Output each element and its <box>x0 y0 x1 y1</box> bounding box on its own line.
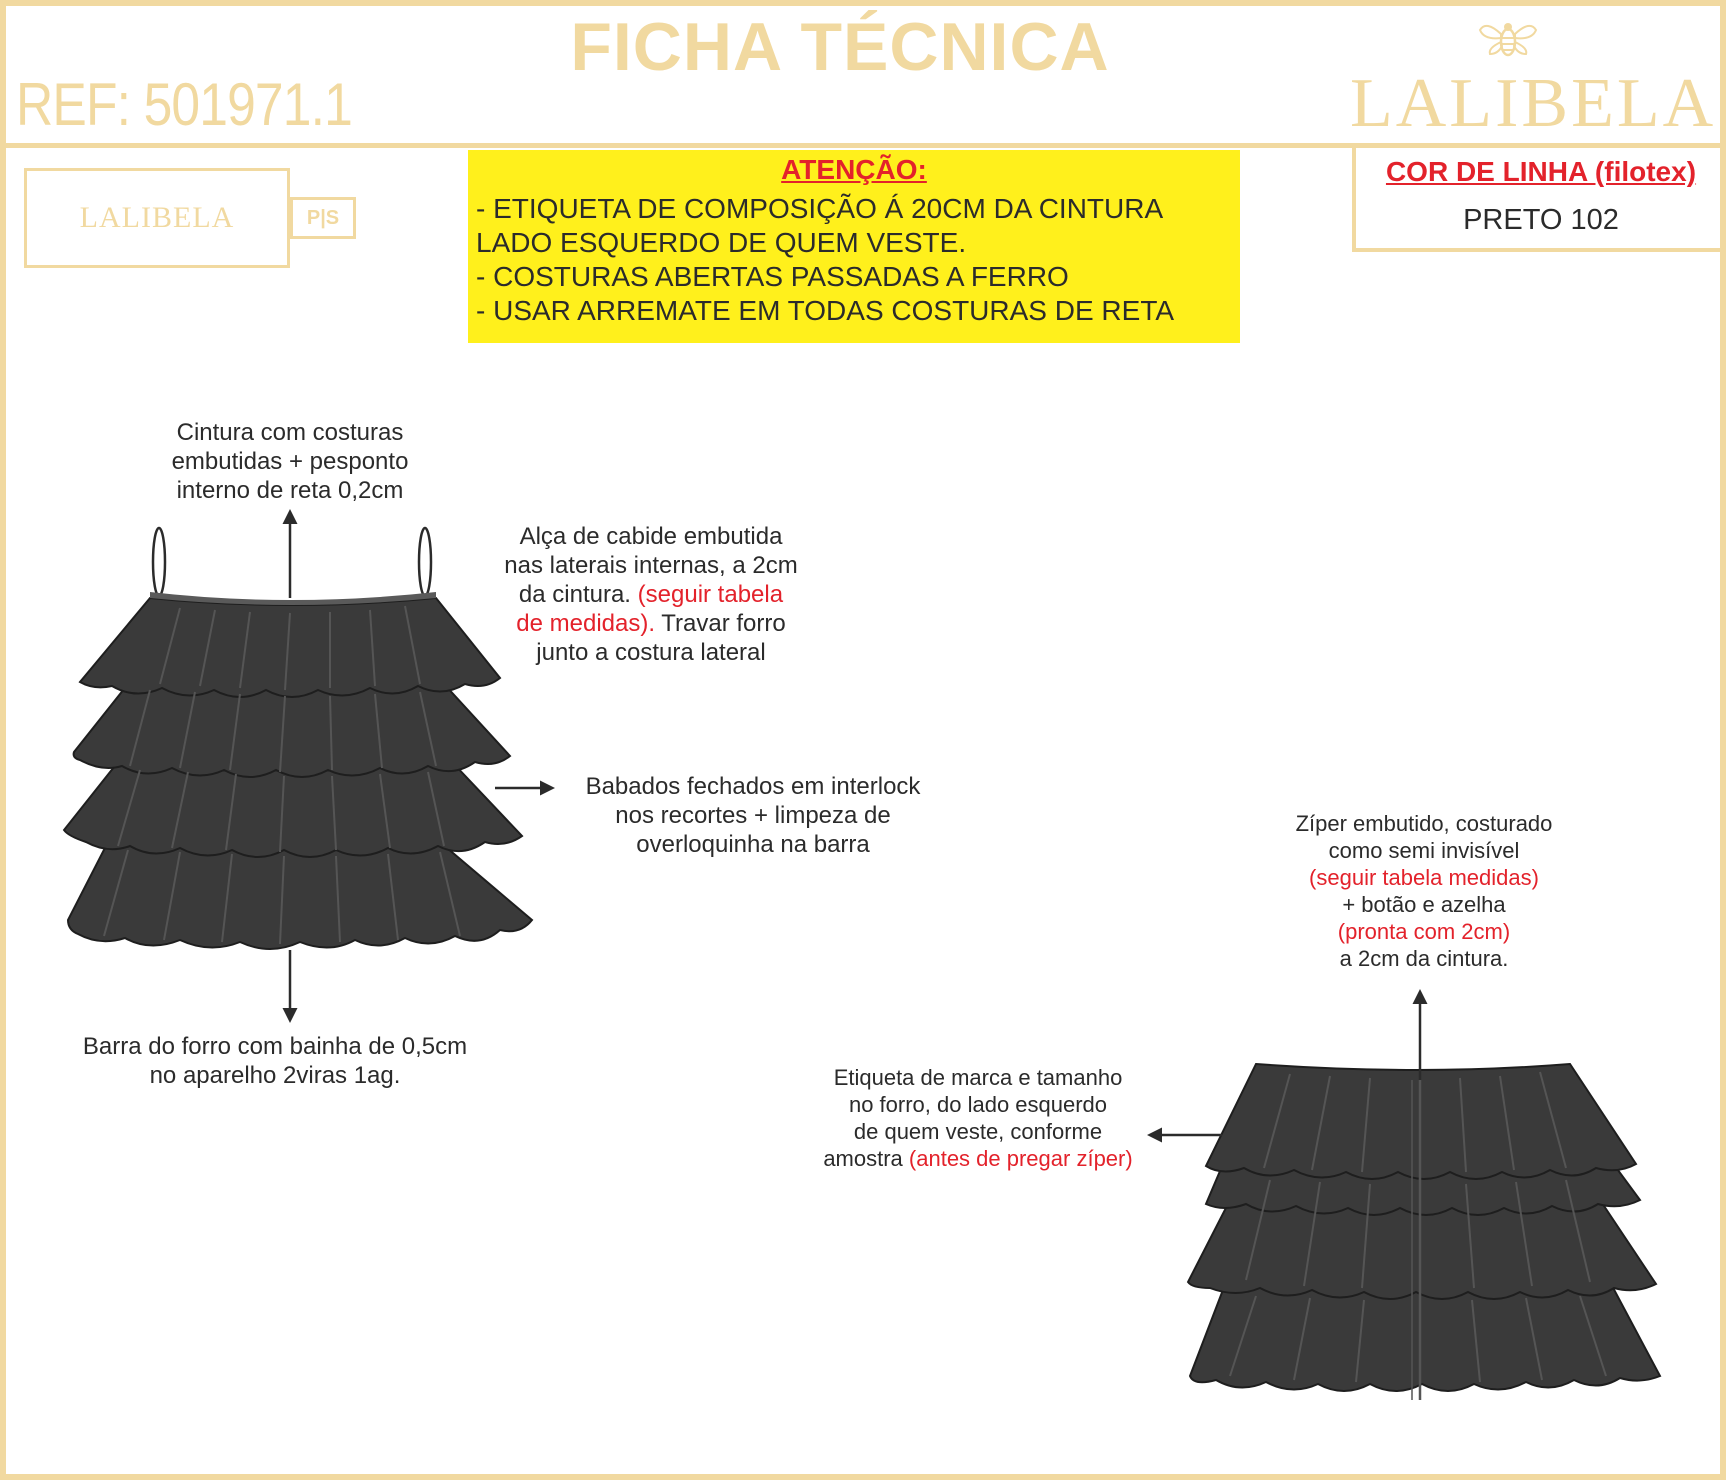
thread-color-title: COR DE LINHA (filotex) <box>1385 156 1697 187</box>
zipper-note <box>1250 810 1598 972</box>
note-line: no aparelho 2viras 1ag. <box>149 1062 401 1089</box>
size-label-tag: P|S <box>290 197 356 239</box>
note-text: Travar forro <box>655 610 786 637</box>
brand-logo: LALIBELA <box>1350 65 1717 142</box>
ruffles-note <box>548 772 958 859</box>
waist-note <box>140 418 440 505</box>
note-line <box>468 580 834 609</box>
hanger-loop-left <box>153 528 165 596</box>
page-title: FICHA TÉCNICA <box>570 9 1110 85</box>
note-line <box>800 1145 1156 1172</box>
note-line: Cintura com costuras <box>176 419 404 446</box>
note-line: + botão e azelha <box>1342 892 1506 917</box>
attention-line: - USAR ARREMATE EM TODAS COSTURAS DE RETA <box>476 295 1175 326</box>
brand-label-tag: LALIBELA <box>24 168 290 268</box>
note-line: junto a costura lateral <box>536 639 766 666</box>
note-line: a 2cm da cintura. <box>1339 946 1509 971</box>
note-line: Etiqueta de marca e tamanho <box>833 1065 1123 1090</box>
note-line: como semi invisível <box>1328 838 1520 863</box>
back-skirt-drawing <box>1150 992 1660 1400</box>
attention-line: LADO ESQUERDO DE QUEM VESTE. <box>476 227 967 258</box>
note-line: interno de reta 0,2cm <box>176 477 404 504</box>
note-highlight: (antes de pregar zíper) <box>908 1146 1133 1171</box>
note-highlight: (seguir tabela <box>630 581 784 608</box>
note-line: Barra do forro com bainha de 0,5cm <box>82 1033 468 1060</box>
note-line: Alça de cabide embutida <box>519 523 783 550</box>
hanger-loop-note <box>468 522 834 667</box>
hanger-loop-right <box>419 528 431 596</box>
note-line: de quem veste, conforme <box>853 1119 1103 1144</box>
note-line: nas laterais internas, a 2cm <box>504 552 798 579</box>
brand-label-note <box>800 1064 1156 1172</box>
attention-title: ATENÇÃO: <box>781 154 927 185</box>
note-line <box>468 609 834 638</box>
note-line: nos recortes + limpeza de <box>615 802 891 829</box>
note-highlight: (seguir tabela medidas) <box>1309 865 1539 890</box>
note-line: Babados fechados em interlock <box>585 773 921 800</box>
hem-note <box>50 1032 500 1090</box>
note-line: embutidas + pesponto <box>171 448 409 475</box>
note-highlight: de medidas). <box>516 610 656 637</box>
thread-color-value: PRETO 102 <box>1463 204 1619 236</box>
note-line: no forro, do lado esquerdo <box>848 1092 1108 1117</box>
note-text: amostra <box>823 1146 909 1171</box>
note-line: overloquinha na barra <box>636 831 870 858</box>
attention-line: - COSTURAS ABERTAS PASSADAS A FERRO <box>476 261 1069 292</box>
note-text: da cintura. <box>518 581 631 608</box>
attention-line: - ETIQUETA DE COMPOSIÇÃO Á 20CM DA CINTURA <box>476 193 1164 224</box>
reference-code: REF: 501971.1 <box>16 71 352 138</box>
note-line: Zíper embutido, costurado <box>1295 811 1553 836</box>
note-highlight: (pronta com 2cm) <box>1337 919 1511 944</box>
